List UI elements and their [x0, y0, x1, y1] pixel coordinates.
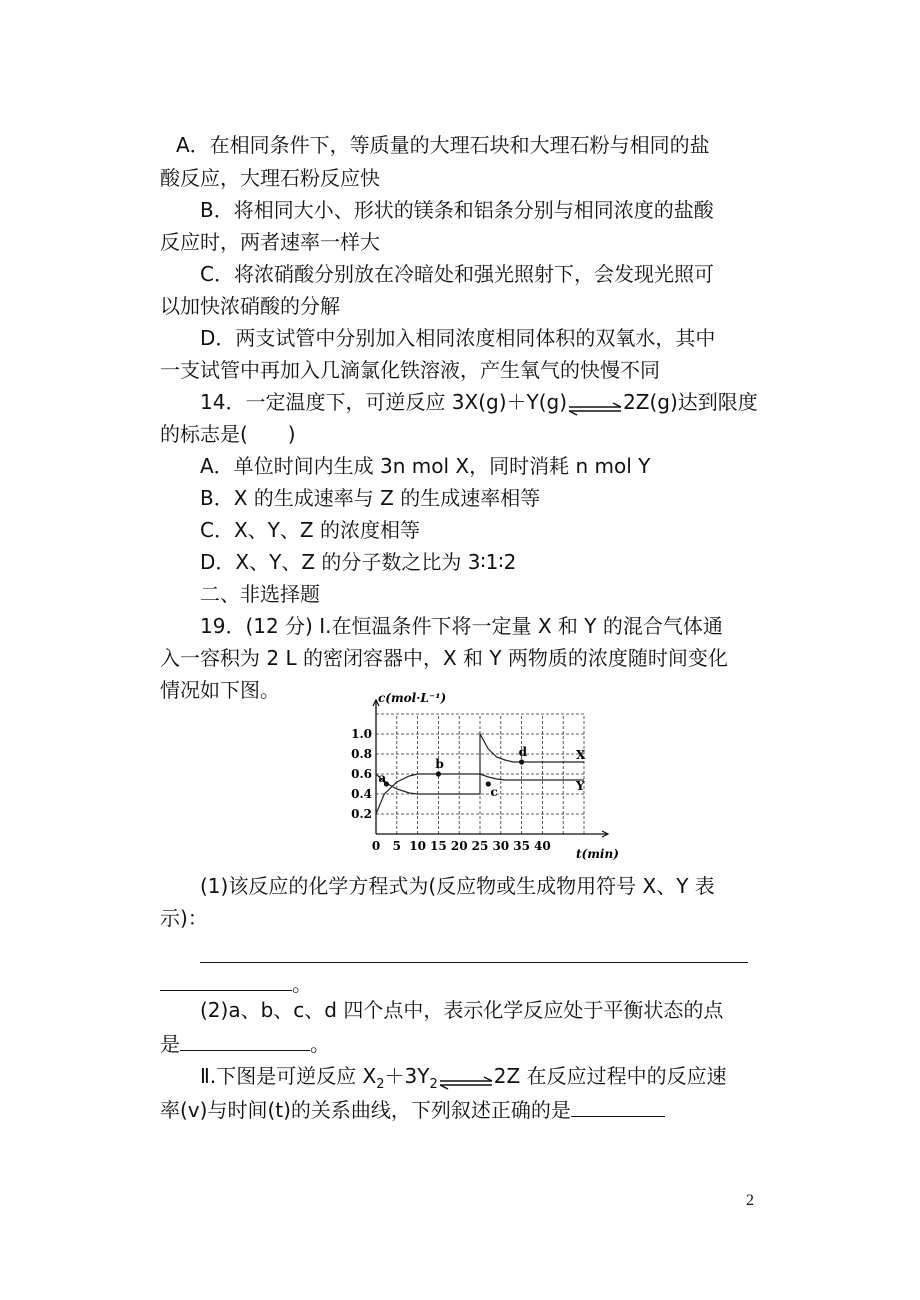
q19-stem-line2: 入一容积为 2 L 的密闭容器中，X 和 Y 两物质的浓度随时间变化 — [160, 646, 728, 670]
q14-stem-post: 2Z(g)达到限度 — [623, 390, 758, 414]
concentration-time-chart — [340, 686, 620, 868]
option-a-line1: A．在相同条件下，等质量的大理石块和大理石粉与相同的盐 — [176, 133, 710, 157]
part-ii-mid: ＋3Y — [384, 1064, 430, 1088]
option-a-line2: 酸反应，大理石粉反应快 — [160, 166, 380, 190]
answer-blank-1a[interactable] — [200, 940, 748, 970]
x-tick-label: 0 — [371, 839, 381, 853]
x-axis-label: t(min) — [576, 847, 619, 861]
y-tick-label: 1.0 — [351, 727, 372, 741]
part1-line1: (1)该反应的化学方程式为(反应物或生成物用符号 X、Y 表 — [200, 874, 715, 898]
option-d-line1: D．两支试管中分别加入相同浓度相同体积的双氧水，其中 — [200, 326, 716, 350]
y-tick-label: 0.8 — [351, 747, 372, 761]
part2-pre: 是 — [160, 1032, 180, 1056]
part-ii-line2 — [160, 1094, 665, 1124]
point-label-c: c — [490, 785, 498, 799]
q14-option-a: A．单位时间内生成 3n mol X，同时消耗 n mol Y — [200, 454, 651, 478]
part2-end: 。 — [310, 1032, 330, 1056]
q14-stem-pre: 14．一定温度下，可逆反应 3X(g)＋Y(g) — [200, 390, 568, 414]
point-label-d: d — [518, 745, 527, 759]
q19-stem-line1: 19．(12 分) Ⅰ.在恒温条件下将一定量 X 和 Y 的混合气体通 — [200, 614, 723, 638]
point-label-b: b — [435, 757, 444, 771]
point-d — [519, 759, 524, 764]
answer-blank-1b[interactable] — [160, 968, 292, 991]
point-label-a: a — [378, 771, 387, 785]
point-b — [436, 771, 441, 776]
part2-line1: (2)a、b、c、d 四个点中，表示化学反应处于平衡状态的点 — [200, 998, 724, 1022]
q14-stem-line2: 的标志是( ) — [160, 422, 296, 446]
part1-end: 。 — [292, 972, 312, 996]
chart-axes — [373, 700, 608, 837]
y-tick-label: 0.2 — [351, 807, 372, 821]
option-c-line1: C．将浓硝酸分别放在冷暗处和强光照射下，会发现光照可 — [200, 262, 714, 286]
option-c-line2: 以加快浓硝酸的分解 — [160, 294, 340, 318]
answer-blank-3[interactable] — [571, 1094, 665, 1117]
q14-option-b: B．X 的生成速率与 Z 的生成速率相等 — [200, 486, 541, 510]
reversible-arrow-icon-2 — [438, 1070, 494, 1086]
q19-stem-line3: 情况如下图。 — [160, 678, 280, 702]
series-label-X: X — [576, 748, 586, 762]
part-ii-line2-text: 率(v)与时间(t)的关系曲线，下列叙述正确的是 — [160, 1098, 571, 1122]
series-label-Y: Y — [576, 779, 585, 793]
y-tick-label: 0.6 — [351, 767, 372, 781]
option-d-line2: 一支试管中再加入几滴氯化铁溶液，产生氧气的快慢不同 — [160, 358, 660, 382]
answer-blank-1b-line — [160, 968, 312, 998]
x-tick-label: 30 — [492, 839, 510, 853]
option-b-line2: 反应时，两者速率一样大 — [160, 230, 380, 254]
x-tick-label: 10 — [409, 839, 426, 853]
part1-line2: 示)： — [160, 906, 208, 930]
q14-option-d: D．X、Y、Z 的分子数之比为 3∶1∶2 — [200, 550, 517, 574]
x-tick-label: 25 — [471, 839, 489, 853]
q14-option-c: C．X、Y、Z 的浓度相等 — [200, 518, 420, 542]
x-tick-label: 35 — [513, 839, 530, 853]
chart-points — [378, 745, 586, 799]
part-ii-pre: Ⅱ.下图是可逆反应 X — [200, 1064, 377, 1088]
y-axis-label: c(mol·L⁻¹) — [378, 691, 447, 705]
part-ii-sub2: 2 — [429, 1077, 438, 1092]
reversible-arrow-icon — [567, 396, 623, 412]
part-ii-post: 2Z 在反应过程中的反应速 — [493, 1064, 727, 1088]
part-ii-sub1: 2 — [376, 1077, 385, 1092]
answer-blank-2[interactable] — [180, 1028, 310, 1051]
part2-line2 — [160, 1028, 330, 1058]
x-tick-label: 15 — [430, 839, 447, 853]
x-tick-label: 5 — [392, 839, 401, 853]
option-b-line1: B．将相同大小、形状的镁条和铝条分别与相同浓度的盐酸 — [200, 198, 714, 222]
page-number: 2 — [746, 1192, 754, 1209]
q14-stem-line1 — [200, 388, 758, 416]
section-heading: 二、非选择题 — [200, 582, 320, 606]
y-tick-label: 0.4 — [351, 787, 372, 801]
x-tick-label: 40 — [534, 839, 551, 853]
x-tick-label: 20 — [450, 839, 468, 853]
